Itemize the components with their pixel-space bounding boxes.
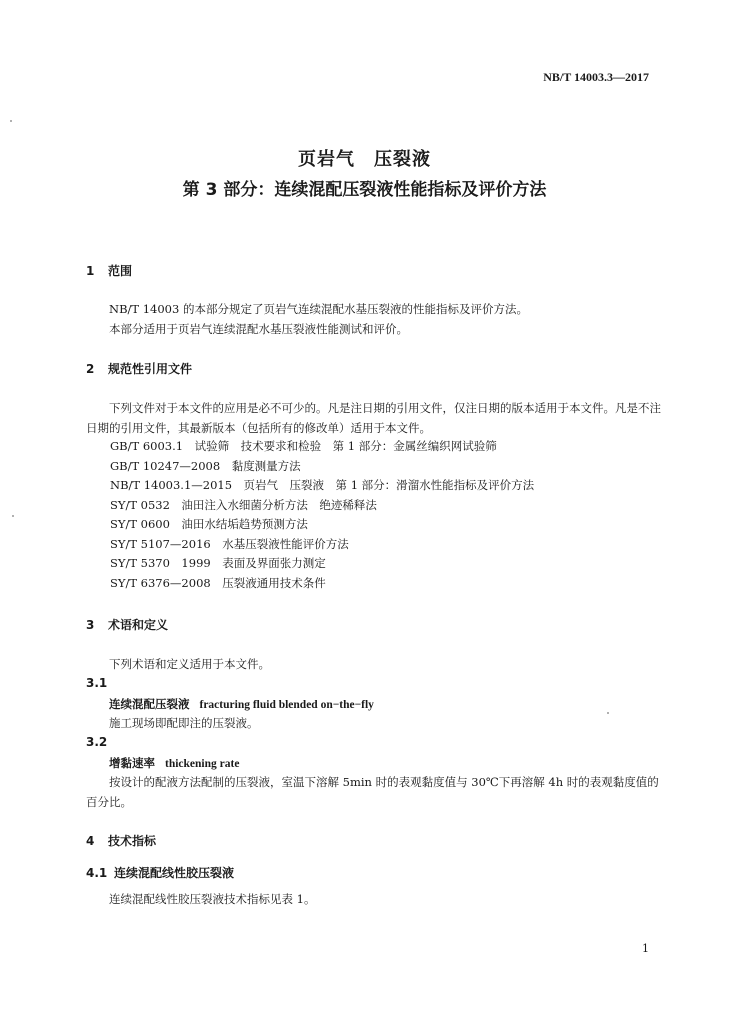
- standard-number: NB/T 14003.3—2017: [543, 70, 649, 84]
- section-title: 范围: [108, 264, 133, 278]
- term-definition: 按设计的配液方法配制的压裂液，室温下溶解 5min 时的表观黏度值与 30℃下再溶解 4h 时的表观黏度值的百分比。: [86, 775, 659, 809]
- term-zh: 连续混配压裂液: [109, 697, 190, 711]
- scan-speck: [607, 712, 609, 714]
- reference-item: SY/T 6376—2008 压裂液通用技术条件: [110, 575, 326, 590]
- section-3-heading: [86, 616, 168, 633]
- reference-item: GB/T 6003.1 试验筛 技术要求和检验 第 1 部分：金属丝编织网试验筛: [110, 439, 497, 453]
- scan-speck: [12, 515, 14, 517]
- page-number: 1: [642, 942, 649, 955]
- section-number: 4: [86, 834, 95, 848]
- reference-item: GB/T 10247—2008 黏度测量方法: [110, 458, 301, 473]
- reference-item: SY/T 0600 油田水结垢趋势预测方法: [110, 517, 308, 531]
- reference-item: SY/T 0532 油田注入水细菌分析方法 绝迹稀释法: [110, 497, 377, 512]
- reference-item: SY/T 5107—2016 水基压裂液性能评价方法: [110, 536, 349, 551]
- document-subtitle: 第 3 部分：连续混配压裂液性能指标及评价方法: [182, 180, 547, 200]
- subsection-title: 连续混配线性胶压裂液: [114, 866, 235, 880]
- section-number: 2: [86, 362, 95, 376]
- section-title: 技术指标: [108, 834, 157, 848]
- term-title: [109, 755, 239, 771]
- section-number: 3: [86, 618, 95, 632]
- term-en: fracturing fluid blended on−the−fly: [199, 699, 374, 711]
- subsection-number: 4.1: [86, 866, 108, 880]
- paragraph: 下列术语和定义适用于本文件。: [109, 657, 270, 671]
- section-1-heading: [86, 262, 132, 279]
- reference-item: SY/T 5370 1999 表面及界面张力测定: [110, 556, 326, 570]
- section-2-heading: [86, 360, 192, 377]
- term-title: [109, 696, 374, 712]
- paragraph: NB/T 14003 的本部分规定了页岩气连续混配水基压裂液的性能指标及评价方法。: [109, 302, 528, 316]
- paragraph: 连续混配线性胶压裂液技术指标见表 1。: [109, 892, 316, 906]
- reference-item: NB/T 14003.1—2015 页岩气 压裂液 第 1 部分：滑溜水性能指标及评价方法: [110, 478, 535, 492]
- section-number: 1: [86, 264, 95, 278]
- term-en: thickening rate: [165, 758, 240, 770]
- section-4-heading: [86, 832, 156, 849]
- term-number: 3.1: [86, 676, 108, 690]
- term-zh: 增黏速率: [109, 756, 155, 770]
- section-title: 术语和定义: [108, 618, 169, 632]
- document-title: 页岩气 压裂液: [298, 149, 431, 170]
- scan-speck: [10, 120, 12, 122]
- subsection-4-1-heading: [86, 864, 234, 881]
- term-number: 3.2: [86, 735, 108, 749]
- reference-list: [110, 438, 534, 594]
- section-title: 规范性引用文件: [108, 362, 193, 376]
- paragraph: 下列文件对于本文件的应用是必不可少的。凡是注日期的引用文件，仅注日期的版本适用于本文件。凡是不注日期的引用文件，其最新版本（包括所有的修改单）适用于本文件。: [86, 401, 661, 435]
- term-definition: 施工现场即配即注的压裂液。: [109, 716, 259, 730]
- paragraph: 本部分适用于页岩气连续混配水基压裂液性能测试和评价。: [109, 322, 408, 336]
